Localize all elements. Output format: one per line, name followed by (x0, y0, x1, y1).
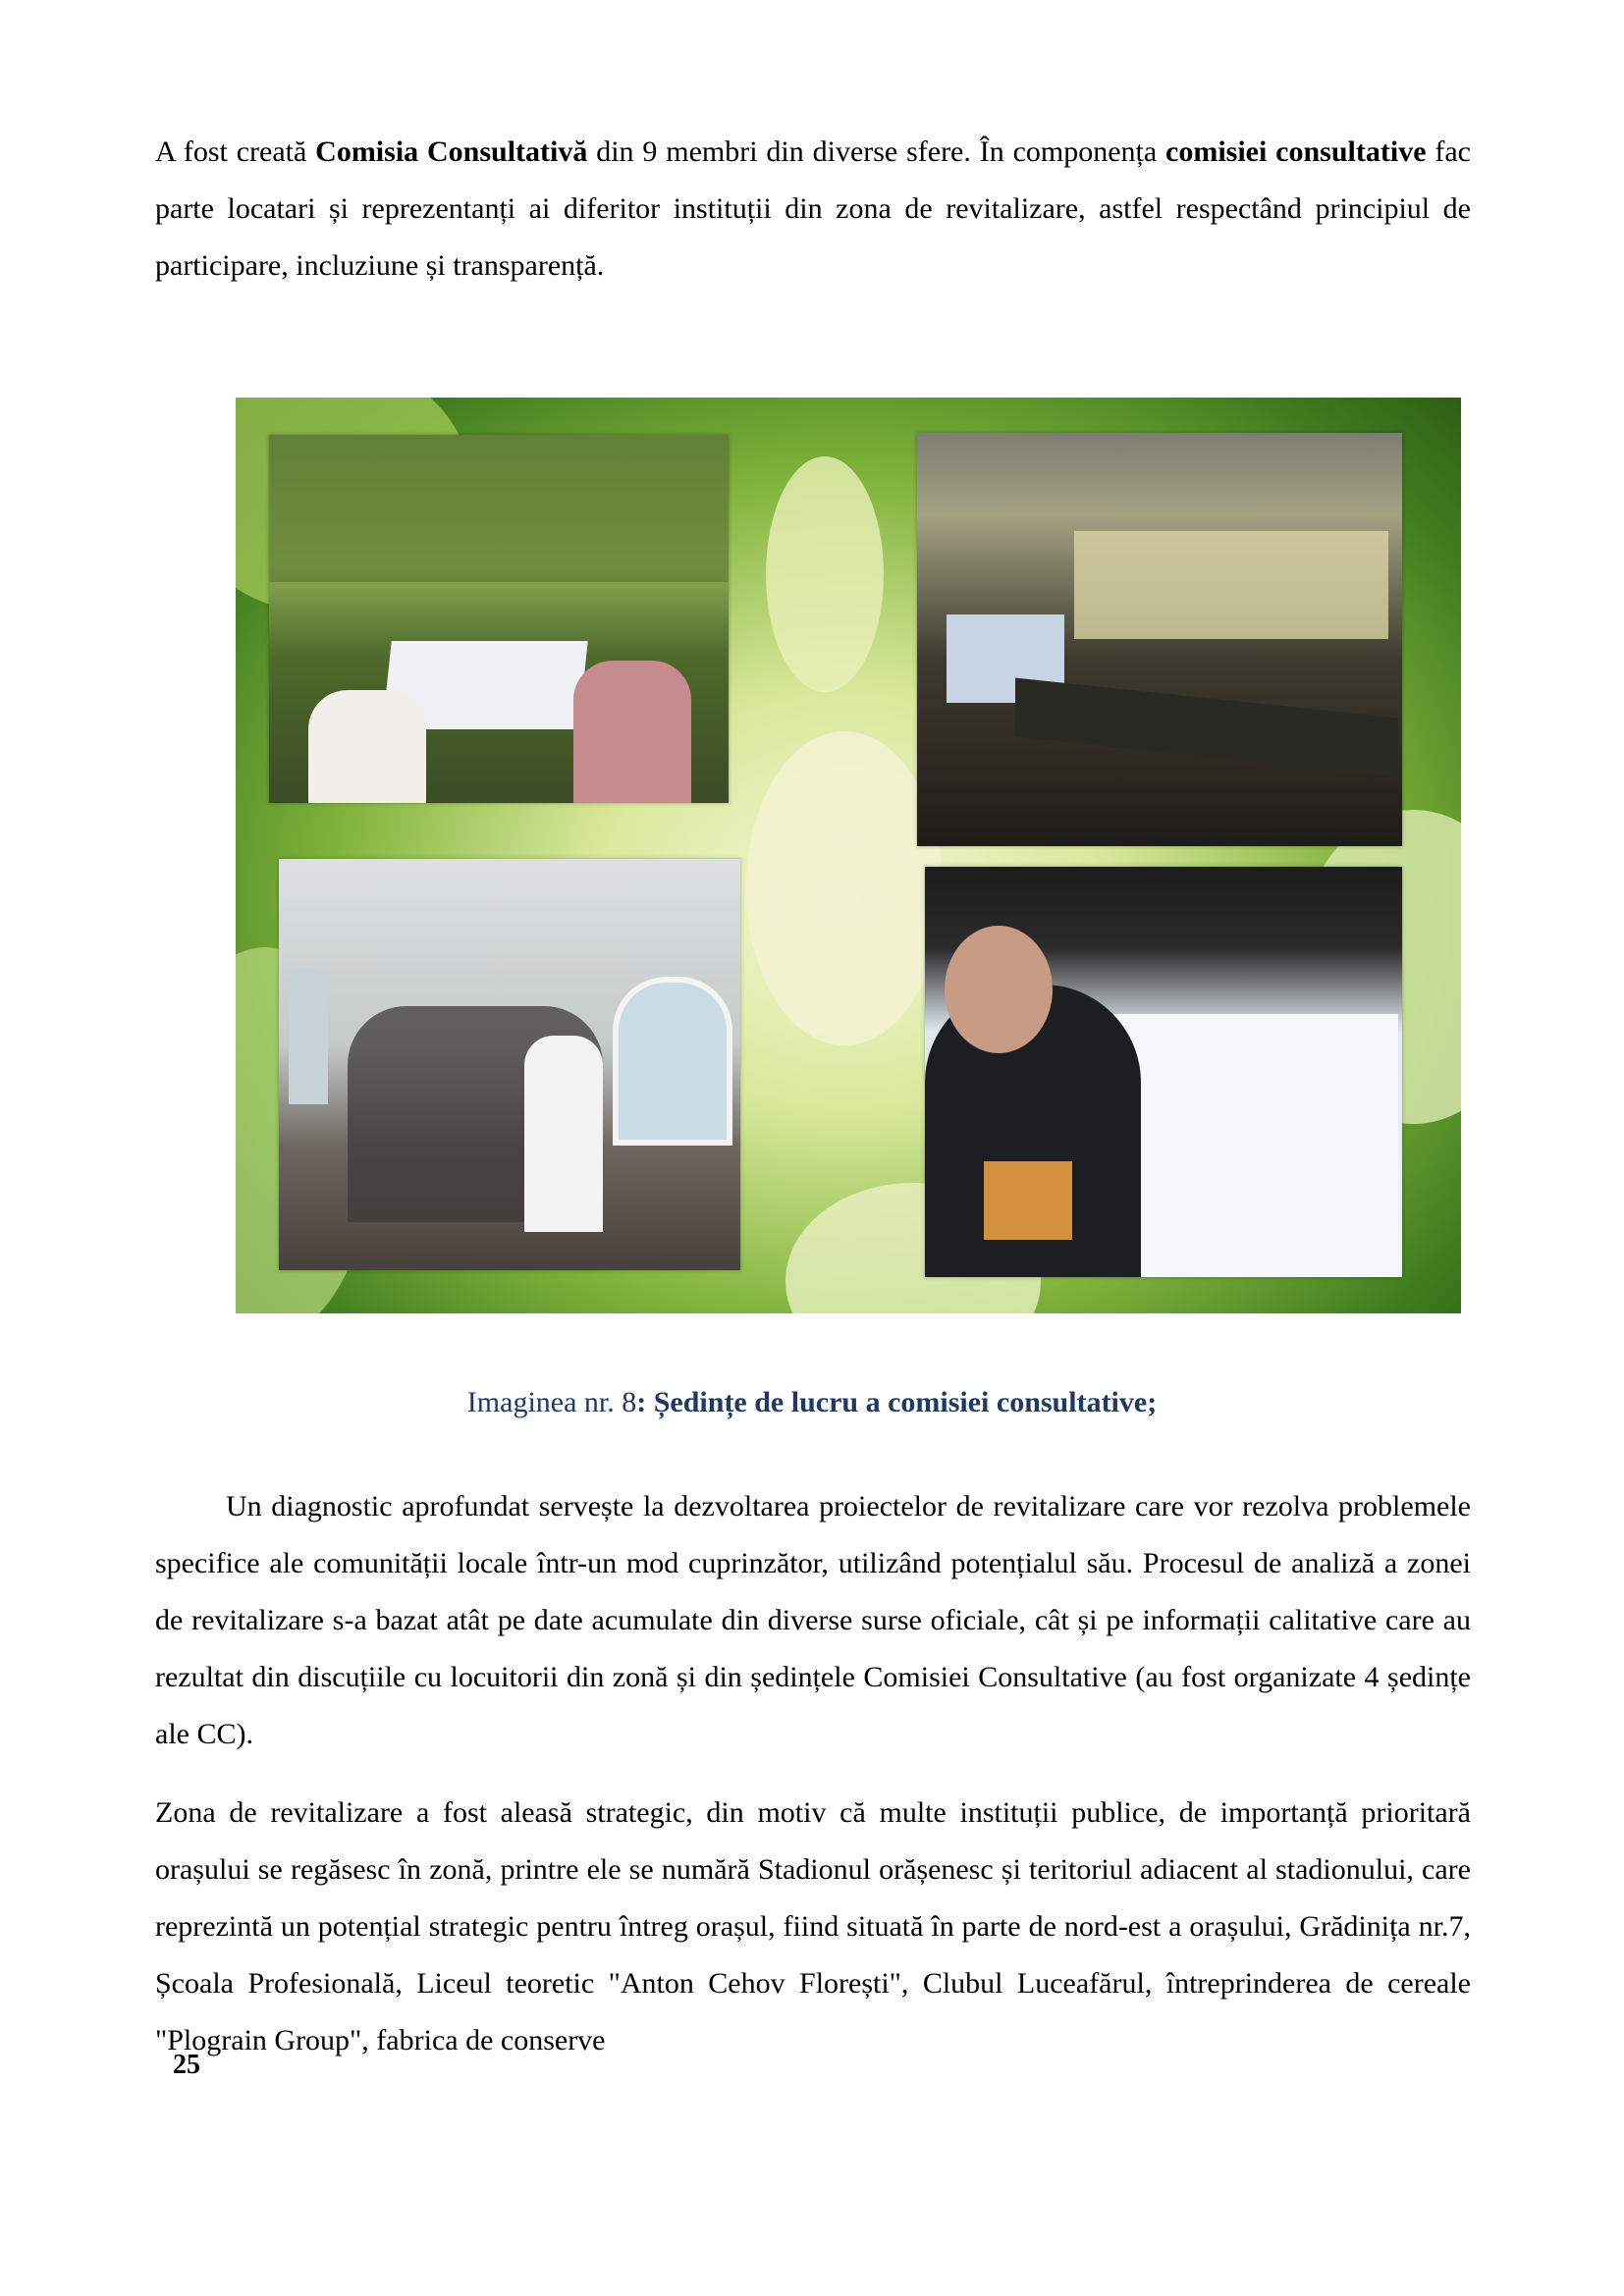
intro-paragraph (155, 124, 1471, 294)
diagnostic-paragraph: Un diagnostic aprofundat servește la dezvoltarea proiectelor de revitalizare care vor rezolva problemele specifice ale comunității locale într-un mod cuprinzător, utilizând potențialul său. Procesul de analiză a zonei de revitalizare s-a bazat atât pe date acumulate din diverse surse oficiale, cât și pe informații calitative care au rezultat din discuțiile cu locuitorii din zonă și din ședințele Comisiei Consultative (au fost organizate 4 ședințe ale CC). (155, 1490, 1471, 1750)
intro-bold-1: Comisia Consultativă (315, 135, 588, 168)
petal-decoration (746, 731, 943, 1045)
intro-text-2: din 9 membri din diverse sfere. În componența (587, 135, 1166, 168)
photo-classroom-meeting (917, 433, 1402, 846)
page-number: 25 (173, 2050, 200, 2080)
figure-caption-title: : Ședințe de lucru a comisiei consultative; (636, 1386, 1158, 1418)
intro-text-3: fac parte locatari și reprezentanți ai diferitor instituții din zona de revitalizare, astfel respectând principiul de participare, incluziune și transparență. (155, 135, 1471, 282)
intro-text-1: A fost creată (155, 135, 316, 168)
photo-collage (236, 398, 1461, 1313)
photo-hall-meeting (279, 859, 740, 1270)
figure-caption (0, 1386, 1624, 1419)
photo-writing-flipchart (925, 867, 1402, 1277)
zona-paragraph: Zona de revitalizare a fost aleasă strategic, din motiv că multe instituții publice, de importanță prioritară orașului se regăsesc în zonă, printre ele se numără Stadionul orășenesc și teritoriul adiacent al stadionului, care reprezintă un potențial strategic pentru întreg orașul, fiind situată în parte de nord-est a orașului, Grădinița nr.7, Școala Profesională, Liceul teoretic "Anton Cehov Florești", Clubul Luceafărul, întreprinderea de cereale "Plograin Group", fabrica de conserve (155, 1796, 1471, 2056)
figure-caption-prefix: Imaginea nr. 8 (466, 1386, 637, 1418)
photo-garden-meeting (269, 435, 729, 803)
petal-decoration (766, 456, 884, 692)
intro-bold-2: comisiei consultative (1165, 135, 1427, 168)
